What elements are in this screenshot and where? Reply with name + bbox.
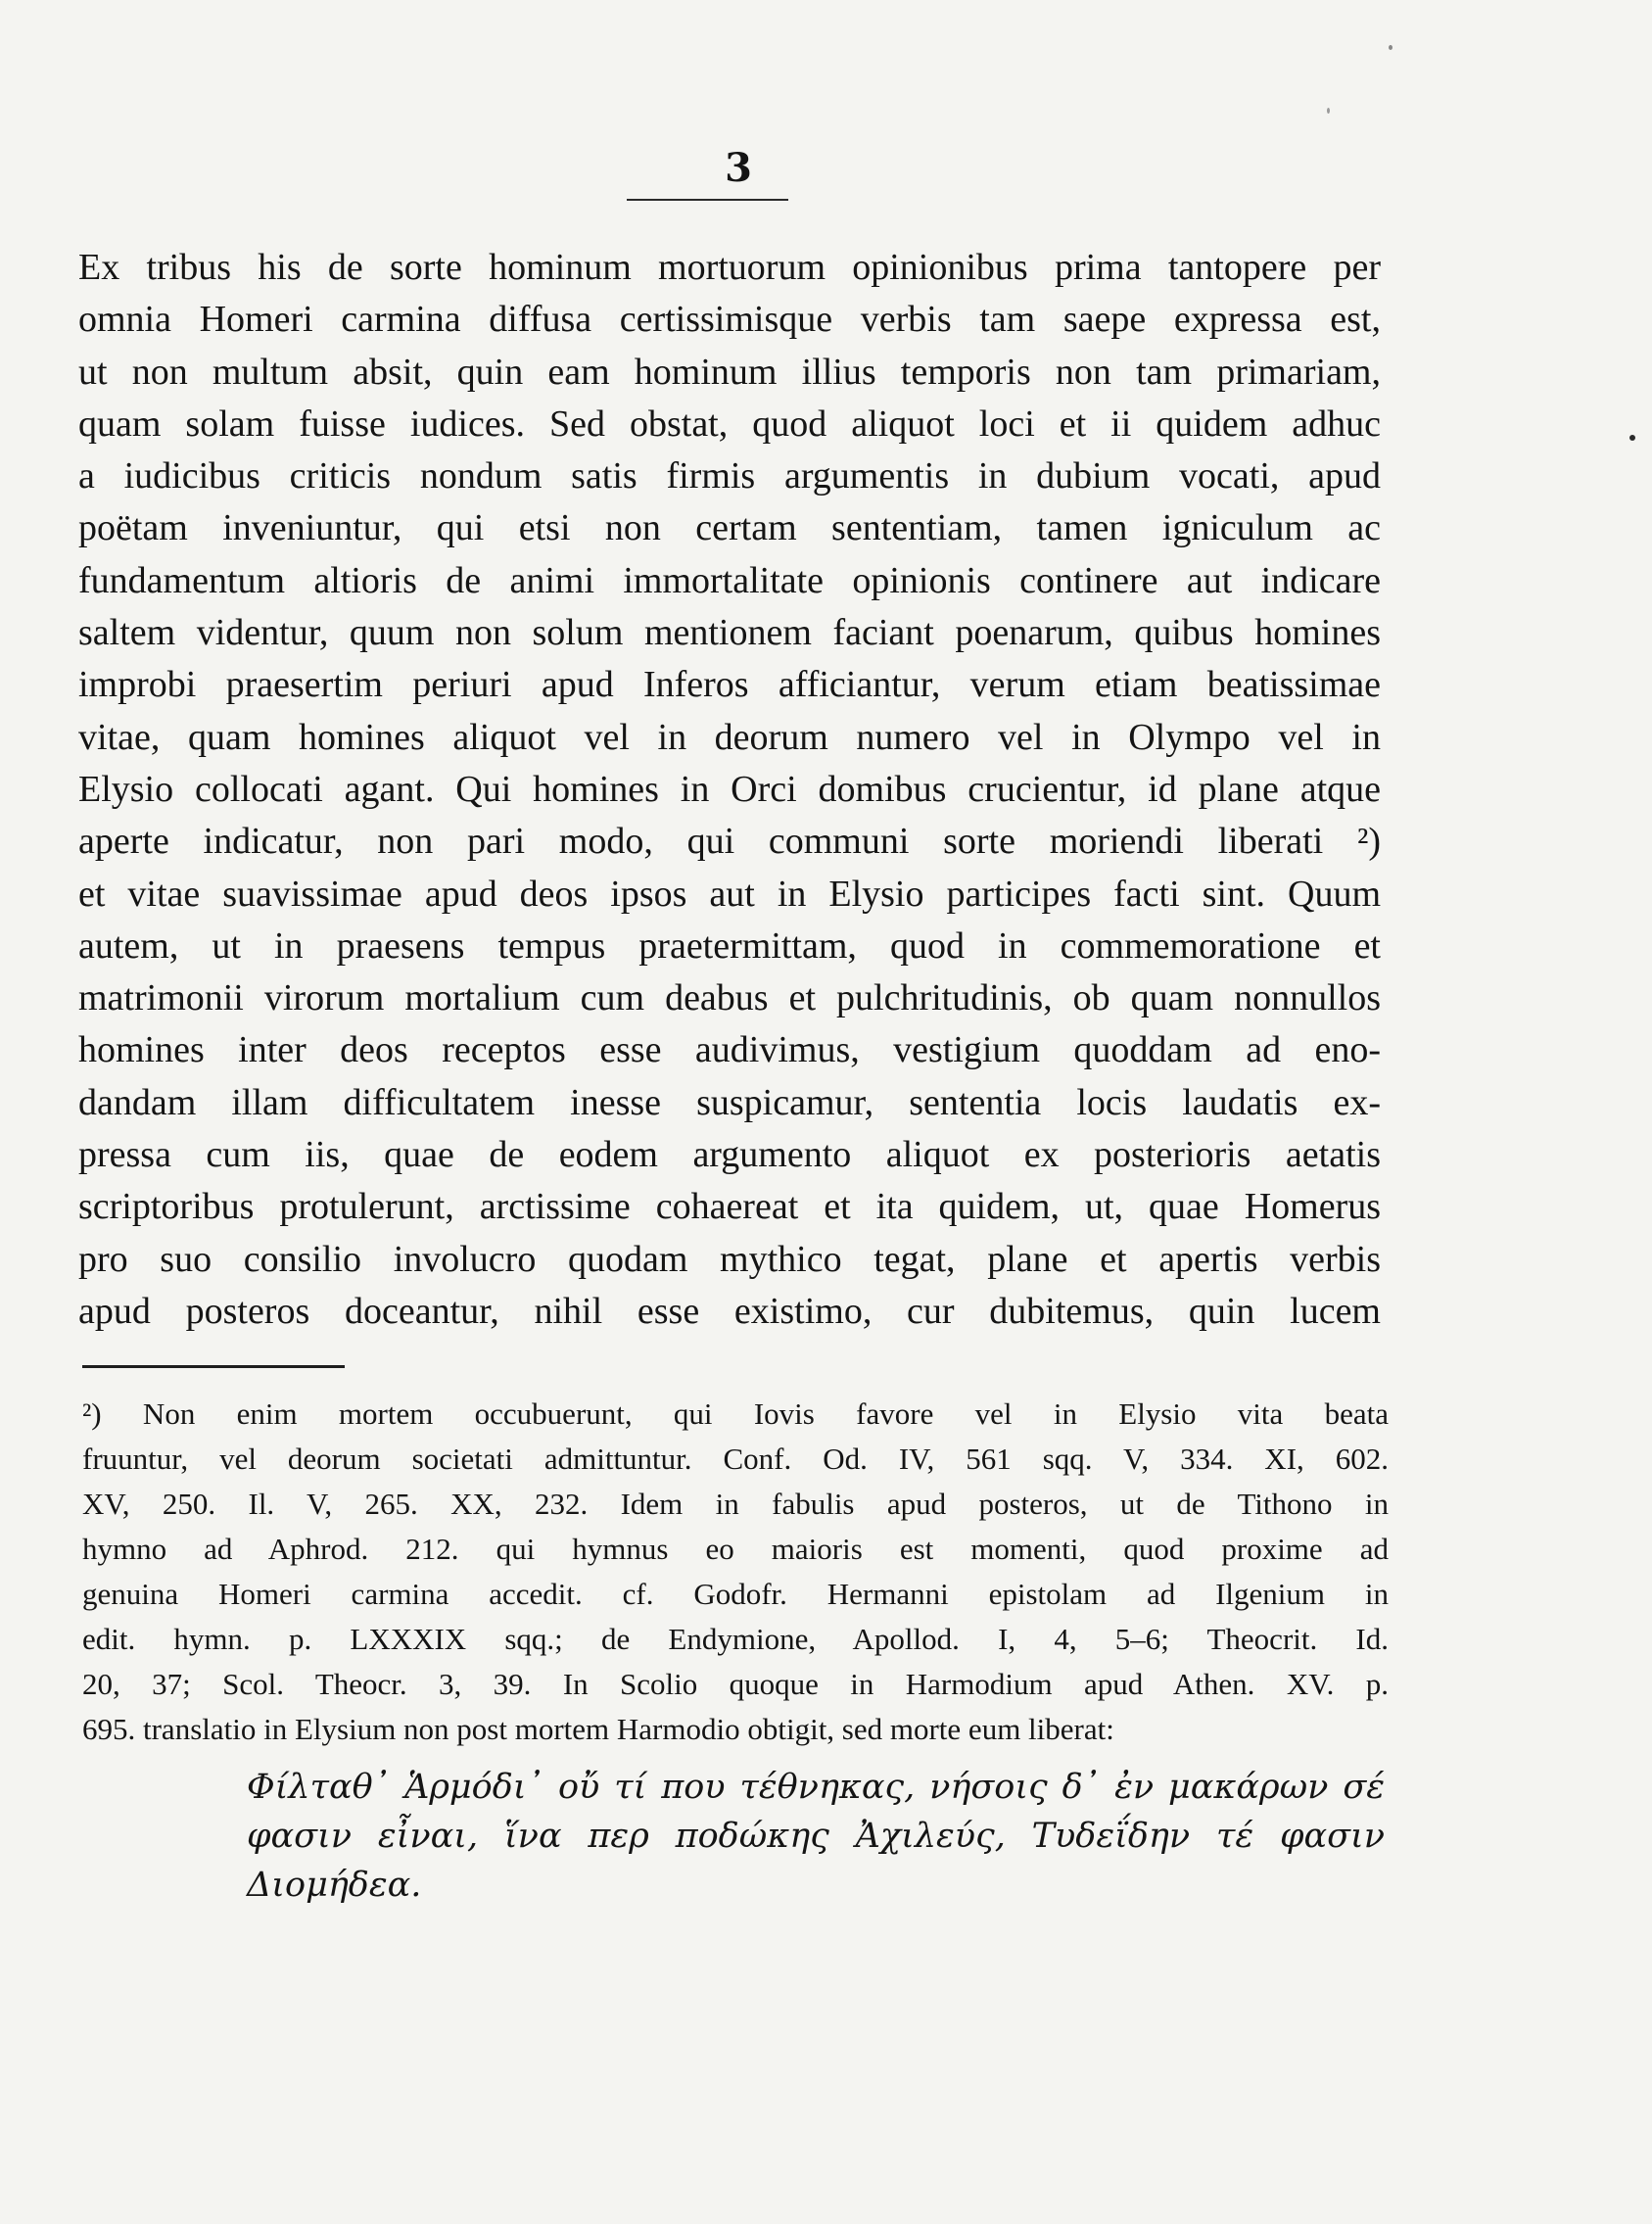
text-line: improbi praesertim periuri apud Inferos afficiantur, verum etiam beatissimae xyxy=(78,664,1381,706)
scan-speck xyxy=(1327,108,1330,114)
text-line: ut non multum absit, quin eam hominum illius temporis non tam primariam, xyxy=(78,351,1381,393)
greek-line: Διομήδεα. xyxy=(247,1866,422,1905)
text-line: dandam illam difficultatem inesse suspicamur, sententia locis laudatis ex- xyxy=(78,1081,1381,1123)
text-line: poëtam inveniuntur, qui etsi non certam sententiam, tamen igniculum ac xyxy=(78,507,1381,549)
text-line: quam solam fuisse iudices. Sed obstat, quod aliquot loci et ii quidem adhuc xyxy=(78,402,1381,445)
text-line: omnia Homeri carmina diffusa certissimisque verbis tam saepe expressa est, xyxy=(78,299,1381,341)
footnote-line: edit. hymn. p. LXXXIX sqq.; de Endymione, Apollod. I, 4, 5–6; Theocrit. Id. xyxy=(82,1622,1389,1656)
footnote-line: genuina Homeri carmina accedit. cf. Godofr. Hermanni epistolam ad Ilgenium in xyxy=(82,1577,1389,1611)
footnote-line: fruuntur, vel deorum societati admittuntur. Conf. Od. IV, 561 sqq. V, 334. XI, 602. xyxy=(82,1442,1389,1476)
page-number: 3 xyxy=(725,145,752,191)
greek-line: Φίλταθ᾽ Ἁρμόδι᾽ οὔ τί που τέθνηκας, νήσοις δ᾽ ἐν μακάρων σέ xyxy=(247,1768,1385,1807)
text-line: a iudicibus criticis nondum satis firmis argumentis in dubium vocati, apud xyxy=(78,455,1381,497)
greek-quotation xyxy=(247,1763,1385,1910)
text-line: scriptoribus protulerunt, arctissime cohaereat et ita quidem, ut, quae Homerus xyxy=(78,1186,1381,1228)
footnote-line: hymno ad Aphrod. 212. qui hymnus eo maioris est momenti, quod proxime ad xyxy=(82,1532,1389,1566)
text-line: Elysio collocati agant. Qui homines in Orci domibus crucientur, id plane atque xyxy=(78,768,1381,810)
text-line: et vitae suavissimae apud deos ipsos aut in Elysio participes facti sint. Quum xyxy=(78,873,1381,915)
main-text xyxy=(78,242,1381,1338)
text-line: matrimonii virorum mortalium cum deabus et pulchritudinis, ob quam nonnullos xyxy=(78,977,1381,1019)
text-line: aperte indicatur, non pari modo, qui communi sorte moriendi liberati ²) xyxy=(78,821,1381,863)
text-line: vitae, quam homines aliquot vel in deorum numero vel in Olympo vel in xyxy=(78,716,1381,758)
footnote-line: 20, 37; Scol. Theocr. 3, 39. In Scolio quoque in Harmodium apud Athen. XV. p. xyxy=(82,1667,1389,1701)
text-line: homines inter deos receptos esse audivimus, vestigium quoddam ad eno- xyxy=(78,1029,1381,1071)
header-rule xyxy=(627,199,788,201)
text-line: saltem videntur, quum non solum mentionem faciant poenarum, quibus homines xyxy=(78,612,1381,654)
text-line: apud posteros doceantur, nihil esse existimo, cur dubitemus, quin lucem xyxy=(78,1290,1381,1332)
footnote-line: XV, 250. Il. V, 265. XX, 232. Idem in fabulis apud posteros, ut de Tithono in xyxy=(82,1487,1389,1521)
footnote-line: ²) Non enim mortem occubuerunt, qui Iovis favore vel in Elysio vita beata xyxy=(82,1396,1389,1431)
text-line: pro suo consilio involucro quodam mythico tegat, plane et apertis verbis xyxy=(78,1238,1381,1280)
footnote-line: 695. translatio in Elysium non post mortem Harmodio obtigit, sed morte eum liberat: xyxy=(82,1712,1114,1746)
text-line: Ex tribus his de sorte hominum mortuorum opinionibus prima tantopere per xyxy=(78,247,1381,288)
scan-speck xyxy=(1389,45,1392,50)
greek-line: φασιν εἶναι, ἵνα περ ποδώκης Ἀχιλεύς, Τυδεΐδην τέ φασιν xyxy=(247,1817,1385,1856)
text-line: fundamentum altioris de animi immortalitate opinionis continere aut indicare xyxy=(78,559,1381,601)
scan-speck xyxy=(1629,435,1635,441)
text-line: pressa cum iis, quae de eodem argumento aliquot ex posterioris aetatis xyxy=(78,1134,1381,1176)
footnote xyxy=(82,1392,1389,1752)
text-line: autem, ut in praesens tempus praetermittam, quod in commemoratione et xyxy=(78,924,1381,967)
footnote-rule xyxy=(82,1365,345,1368)
